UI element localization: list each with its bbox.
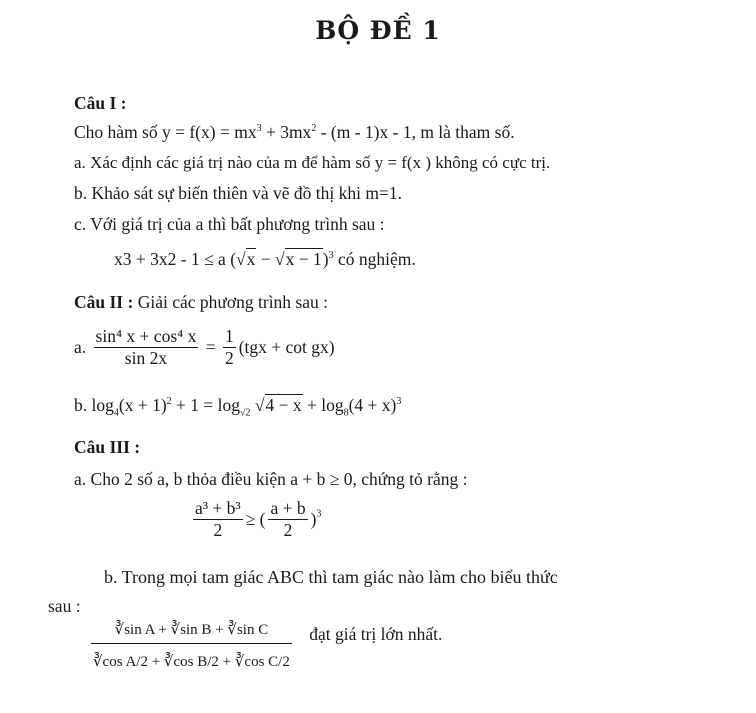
intro-suffix: - (m - 1)x - 1, m là tham số. <box>316 122 515 142</box>
log-1-exp: 2 <box>166 396 172 408</box>
right-numerator: a + b <box>270 498 306 518</box>
log-3-exp: 3 <box>396 396 402 408</box>
left-fraction <box>193 498 243 541</box>
question-3-part-b-line-1: b. Trong mọi tam giác ABC thì tam giác nào làm cho biểu thức <box>104 567 558 587</box>
inequality-exp: 3 <box>328 250 334 262</box>
sqrt-x-minus-1: √x − 1 <box>275 249 322 269</box>
intro-exp-3: 3 <box>256 123 262 135</box>
sqrt-4-minus-x: √4 − x <box>254 395 302 415</box>
left-numerator: a³ + b³ <box>195 498 241 518</box>
part-a-denominator: sin 2x <box>94 347 199 369</box>
question-1-part-b: b. Khảo sát sự biến thiên và vẽ đồ thị khi m=1. <box>74 183 402 203</box>
question-3-expression <box>88 620 442 671</box>
close-paren: ) <box>310 509 317 529</box>
question-1-part-a: a. Xác định các giá trị nào của m để hàm số y = f(x ) không có cực trị. <box>74 153 551 172</box>
inequality-minus: − <box>256 249 276 269</box>
question-2-part-b <box>74 395 401 419</box>
question-2-part-a <box>74 326 335 369</box>
expression-tail: đạt giá trị lớn nhất. <box>309 624 443 644</box>
question-1-part-c: c. Với giá trị của a thì bất phương trình sau : <box>74 214 385 234</box>
intro-mid: + 3mx <box>261 122 312 142</box>
question-1-heading: Câu I : <box>74 93 127 113</box>
question-1-inequality <box>114 249 416 270</box>
geq-sign: ≥ ( <box>245 509 266 529</box>
log-1-base: 4 <box>113 407 119 419</box>
log-3-arg: (4 + x) <box>348 395 397 415</box>
intro-exp-2: 2 <box>311 123 317 135</box>
question-2-text: Giải các phương trình sau : <box>133 292 328 312</box>
right-fraction <box>268 498 307 541</box>
part-a-fraction <box>94 326 199 369</box>
part-a-equals: = <box>205 337 216 357</box>
part-a-half <box>223 326 236 369</box>
question-3-part-a: a. Cho 2 số a, b thỏa điều kiện a + b ≥ 0, chứng tỏ rằng : <box>74 469 468 489</box>
log-1: log <box>91 395 114 415</box>
part-a-rest: (tgx + cot gx) <box>238 337 335 357</box>
log-3: + log <box>302 395 344 415</box>
question-3-heading: Câu III : <box>74 437 141 457</box>
question-2-label: Câu II : <box>74 292 134 312</box>
log-2: + 1 = log <box>171 395 241 415</box>
part-a-numerator: sin⁴ x + cos⁴ x <box>95 326 197 346</box>
inequality-close: ) <box>322 249 329 269</box>
log-1-arg: (x + 1) <box>118 395 167 415</box>
question-1-intro <box>74 122 515 143</box>
sqrt-x: √x <box>236 249 256 269</box>
intro-prefix: Cho hàm số y = f(x) = mx <box>74 122 257 142</box>
question-3-part-b-line-2: sau : <box>48 596 81 616</box>
right-denominator: 2 <box>268 519 307 541</box>
part-b-label: b. <box>74 395 88 415</box>
close-exp: 3 <box>316 508 322 520</box>
log-2-base: √2 <box>240 407 251 419</box>
log-3-base: 8 <box>343 407 349 419</box>
half-numerator: 1 <box>224 326 234 346</box>
expression-fraction <box>91 620 292 671</box>
expression-numerator: ∛sin A + ∛sin B + ∛sin C <box>114 622 269 638</box>
question-2-heading <box>74 292 328 313</box>
left-denominator: 2 <box>193 519 243 541</box>
inequality-right: có nghiệm. <box>333 249 416 269</box>
half-denominator: 2 <box>224 348 234 368</box>
page-title: BỘ ĐỀ 1 <box>315 16 441 45</box>
part-a-label: a. <box>74 337 87 357</box>
question-3-inequality <box>190 498 321 541</box>
inequality-left: x3 + 3x2 - 1 ≤ a ( <box>114 249 237 269</box>
expression-denominator: ∛cos A/2 + ∛cos B/2 + ∛cos C/2 <box>91 643 292 671</box>
